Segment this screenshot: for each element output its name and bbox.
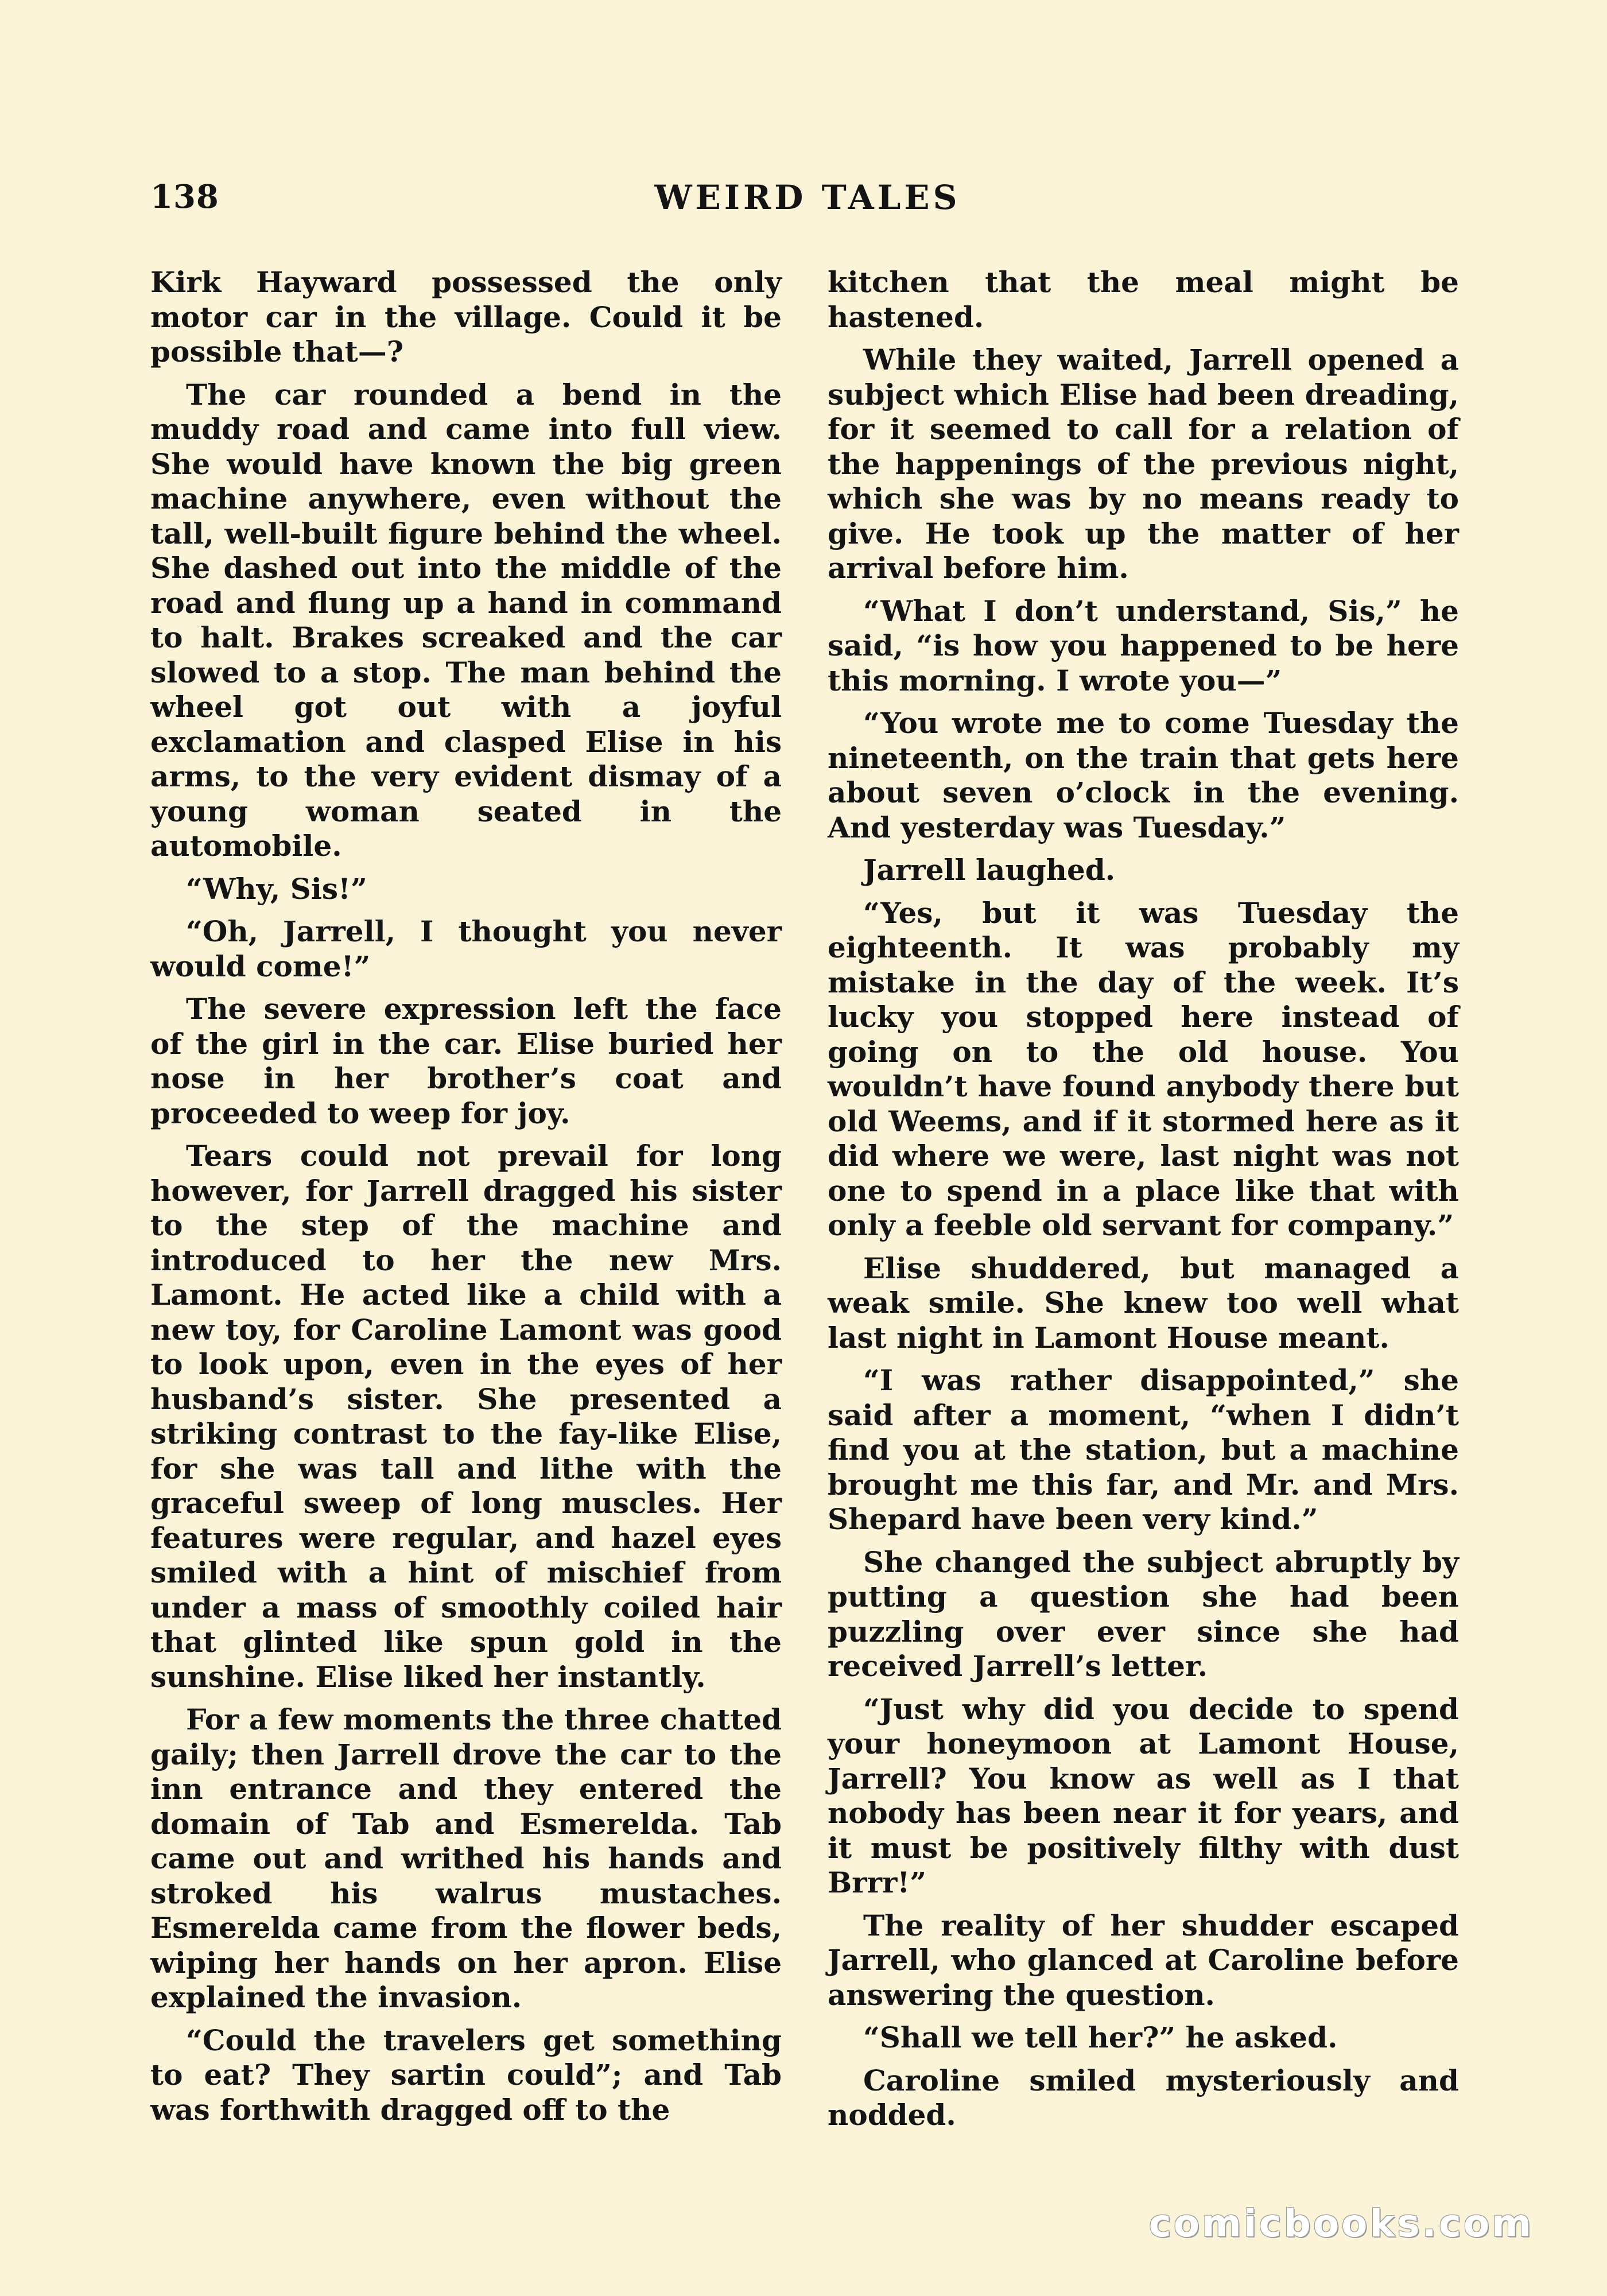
paragraph: The severe expression left the face of the girl in the car. Elise buried her nose in her brother’s coat and proceeded to weep for joy.: [150, 992, 782, 1130]
page-header: [150, 178, 1465, 224]
paragraph: Jarrell laughed.: [863, 853, 1116, 887]
paragraph: The car rounded a bend in the muddy road and came into full view. She would have known the big green machine anywhere, even without the tall, well-built figure behind the wheel. She dashed out into the middle of the road and flung up a hand in command to halt. Brakes screaked and the car slowed to a stop. The man behind the wheel got out with a joyful exclamation and clasped Elise in his arms, to the very evident dismay of a young woman seated in the automobile.: [150, 377, 782, 863]
paragraph: “I was rather disappointed,” she said after a moment, “when I didn’t find you at the station, but a machine brought me this far, and Mr. and Mrs. Shepard have been very kind.”: [828, 1363, 1459, 1536]
paragraph: “Could the travelers get something to eat? They sartin could”; and Tab was forthwith dragged off to the: [150, 2023, 782, 2127]
paragraph: For a few moments the three chatted gaily; then Jarrell drove the car to the inn entrance and they entered the domain of Tab and Esmerelda. Tab came out and writhed his hands and stroked his walrus mustaches. Esmerelda came from the flower beds, wiping her hands on her apron. Elise explained the invasion.: [150, 1702, 782, 2014]
paragraph: “Why, Sis!”: [186, 871, 367, 906]
paragraph: Tears could not prevail for long however, for Jarrell dragged his sister to the step of the machine and introduced to her the new Mrs. Lamont. He acted like a child with a new toy, for Caroline Lamont was good to look upon, even in the eyes of her husband’s sister. She presented a striking contrast to the fay-like Elise, for she was tall and lithe with the graceful sweep of long muscles. Her features were regular, and hazel eyes smiled with a hint of mischief from under a mass of smoothly coiled hair that glinted like spun gold in the sunshine. Elise liked her instantly.: [150, 1139, 782, 1694]
paragraph: Caroline smiled mysteriously and nodded.: [828, 2063, 1459, 2132]
running-title: WEIRD TALES: [654, 178, 961, 217]
paragraph: Elise shuddered, but managed a weak smile. She knew too well what last night in Lamont House meant.: [828, 1251, 1459, 1355]
page-number: 138: [150, 178, 219, 216]
paragraph: kitchen that the meal might be hastened.: [828, 265, 1459, 334]
paragraph: “Oh, Jarrell, I thought you never would come!”: [150, 914, 782, 983]
text-column-right: [828, 265, 1459, 2141]
paragraph: “Just why did you decide to spend your honeymoon at Lamont House, Jarrell? You know as well as I that nobody has been near it for years, and it must be positively filthy with dust Brrr!”: [828, 1692, 1459, 1899]
paragraph: The reality of her shudder escaped Jarrell, who glanced at Caroline before answering the question.: [828, 1908, 1459, 2012]
text-column-left: [150, 265, 782, 2135]
paragraph: “What I don’t understand, Sis,” he said, “is how you happened to be here this morning. I wrote you—”: [828, 594, 1459, 697]
paragraph: While they waited, Jarrell opened a subject which Elise had been dreading, for it seemed to call for a relation of the happenings of the previous night, which she was by no means ready to give. He took up the matter of her arrival before him.: [828, 343, 1459, 585]
paragraph: She changed the subject abruptly by putting a question she had been puzzling over ever since she had received Jarrell’s letter.: [828, 1545, 1459, 1683]
paragraph: Kirk Hayward possessed the only motor car in the village. Could it be possible that—?: [150, 265, 782, 369]
paragraph: “Shall we tell her?” he asked.: [863, 2020, 1338, 2054]
paragraph: “Yes, but it was Tuesday the eighteenth. It was probably my mistake in the day of the week. It’s lucky you stopped here instead of going on to the old house. You wouldn’t have found anybody there but old Weems, and if it stormed here as it did where we were, last night was not one to spend in a place like that with only a feeble old servant for company.”: [828, 895, 1459, 1242]
paragraph: “You wrote me to come Tuesday the nineteenth, on the train that gets here about seven o’clock in the evening. And yesterday was Tuesday.”: [828, 706, 1459, 844]
site-watermark: comicbooks.com: [1148, 2201, 1534, 2245]
